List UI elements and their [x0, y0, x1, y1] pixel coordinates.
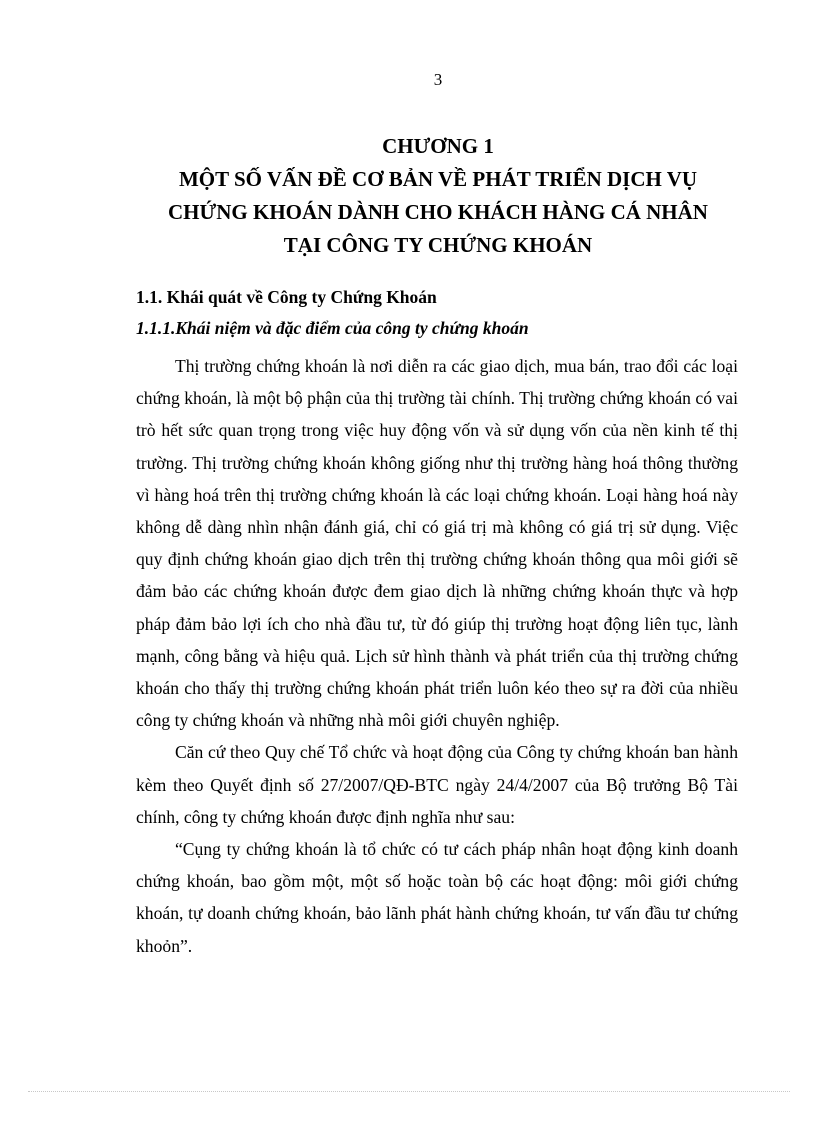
page-bottom-divider	[28, 1091, 790, 1092]
chapter-label: CHƯƠNG 1	[382, 134, 494, 158]
section-heading: 1.1. Khái quát về Công ty Chứng Khoán	[136, 287, 437, 307]
body-text	[136, 350, 738, 962]
paragraph-3: “Cụng ty chứng khoán là tổ chức có tư cách pháp nhân hoạt động kinh doanh chứng khoán, bao gồm một, một số hoặc toàn bộ các hoạt động: môi giới chứng khoán, tự doanh chứng khoán, bảo lãnh phát hành chứng khoán, tư vấn đầu tư chứng khoỏn”.	[136, 839, 738, 956]
page-number: 3	[433, 70, 443, 89]
subsection-heading: 1.1.1.Khái niệm và đặc điểm của công ty chứng khoán	[136, 318, 529, 338]
chapter-title-line-3: TẠI CÔNG TY CHỨNG KHOÁN	[283, 233, 593, 257]
chapter-title-line-2: CHỨNG KHOÁN DÀNH CHO KHÁCH HÀNG CÁ NHÂN	[168, 200, 708, 224]
paragraph-2: Căn cứ theo Quy chế Tổ chức và hoạt động của Công ty chứng khoán ban hành kèm theo Quyết định số 27/2007/QĐ-BTC ngày 24/4/2007 của Bộ trưởng Bộ Tài chính, công ty chứng khoán được định nghĩa như sau:	[136, 742, 738, 827]
chapter-title-line-1: MỘT SỐ VẤN ĐỀ CƠ BẢN VỀ PHÁT TRIỂN DỊCH VỤ	[178, 167, 698, 191]
paragraph-1: Thị trường chứng khoán là nơi diễn ra các giao dịch, mua bán, trao đổi các loại chứng khoán, là một bộ phận của thị trường tài chính. Thị trường chứng khoán có vai trò hết sức quan trọng trong việc huy động vốn và sử dụng vốn của nền kinh tế thị trường. Thị trường chứng khoán không giống như thị trường hàng hoá thông thường vì hàng hoá trên thị trường chứng khoán là các loại chứng khoán. Loại hàng hoá này không dễ dàng nhìn nhận đánh giá, chỉ có giá trị mà không có giá trị sử dụng. Việc quy định chứng khoán giao dịch trên thị trường chứng khoán thông qua môi giới sẽ đảm bảo các chứng khoán được đem giao dịch là những chứng khoán thực và hợp pháp đảm bảo lợi ích cho nhà đầu tư, từ đó giúp thị trường hoạt động liên tục, lành mạnh, công bằng và hiệu quả. Lịch sử hình thành và phát triển của thị trường chứng khoán cho thấy thị trường chứng khoán phát triển luôn kéo theo sự ra đời của nhiều công ty chứng khoán và những nhà môi giới chuyên nghiệp.	[136, 356, 738, 731]
chapter-heading	[0, 130, 816, 262]
